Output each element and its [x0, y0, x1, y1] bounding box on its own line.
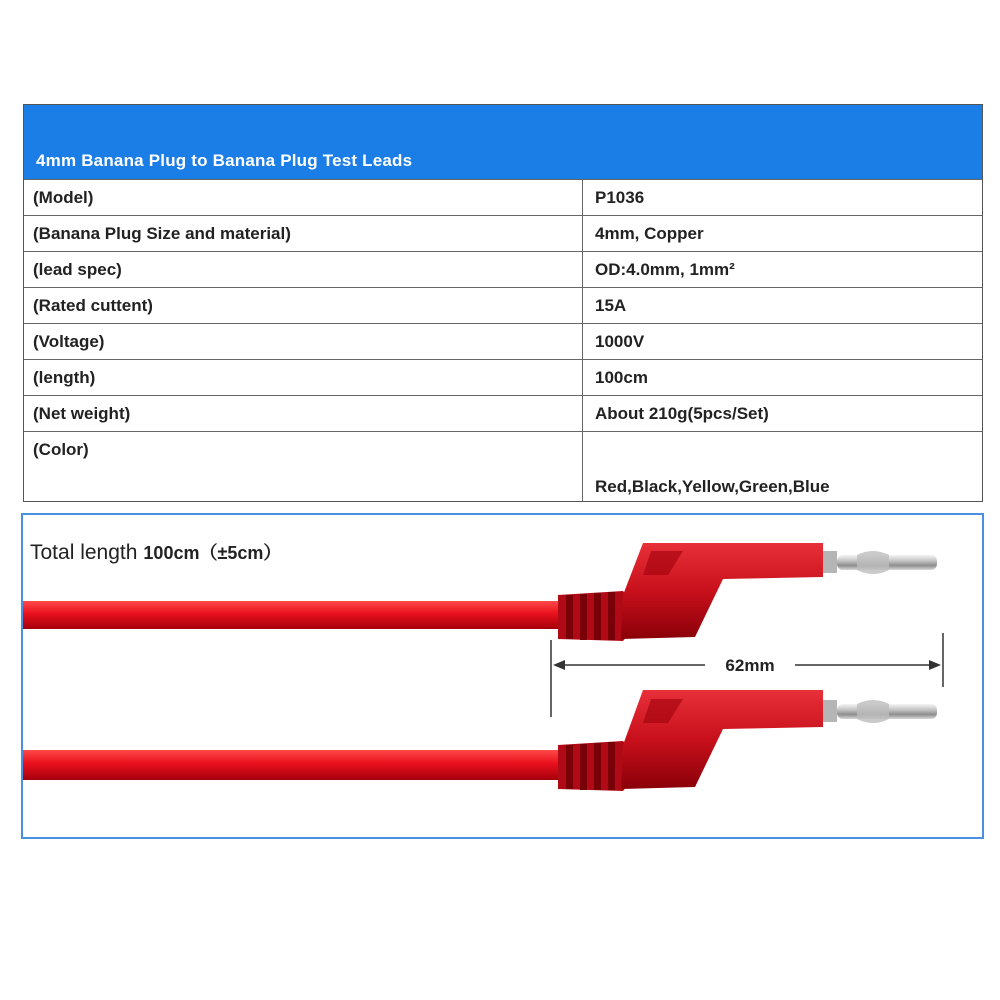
table-row-voltage	[24, 323, 982, 359]
dimension-label: 62mm	[725, 656, 775, 675]
table-row-lead-spec	[24, 251, 982, 287]
cell-label: (Net weight)	[33, 403, 131, 423]
total-length-label: Total length	[30, 541, 138, 564]
cell-label: (Model)	[33, 187, 94, 207]
cell-value: OD:4.0mm, 1mm²	[582, 252, 982, 287]
spec-table-title: 4mm Banana Plug to Banana Plug Test Leads	[36, 151, 413, 170]
spec-table-header	[24, 105, 982, 179]
total-length-value: 100cm（±5cm）	[143, 543, 282, 563]
cell-label: (Banana Plug Size and material)	[33, 223, 291, 243]
cell-value: 15A	[582, 288, 982, 323]
cell-value: 1000V	[582, 324, 982, 359]
lead-wire	[23, 601, 568, 629]
cell-value: Red,Black,Yellow,Green,Blue	[582, 432, 982, 501]
table-row-plug-size	[24, 215, 982, 251]
cell-label: (Color)	[33, 440, 89, 459]
table-row-length	[24, 359, 982, 395]
table-row-rated-current	[24, 287, 982, 323]
table-row-color	[24, 431, 982, 501]
cell-label: (Rated cuttent)	[33, 295, 153, 315]
lead-wire	[23, 750, 568, 780]
plug-collar	[823, 551, 837, 573]
table-row-model	[24, 179, 982, 215]
cell-label: (lead spec)	[33, 259, 122, 279]
total-length-caption	[30, 539, 281, 565]
cell-value: 4mm, Copper	[582, 216, 982, 251]
lower-test-lead	[23, 690, 937, 791]
spec-table	[23, 104, 983, 502]
plug-collar	[823, 700, 837, 722]
cell-value: 100cm	[582, 360, 982, 395]
cell-label: (Voltage)	[33, 331, 105, 351]
table-row-net-weight	[24, 395, 982, 431]
product-photo-panel	[21, 513, 984, 839]
cell-label: (length)	[33, 367, 96, 387]
cell-value: About 210g(5pcs/Set)	[582, 396, 982, 431]
cell-value: P1036	[582, 180, 982, 215]
